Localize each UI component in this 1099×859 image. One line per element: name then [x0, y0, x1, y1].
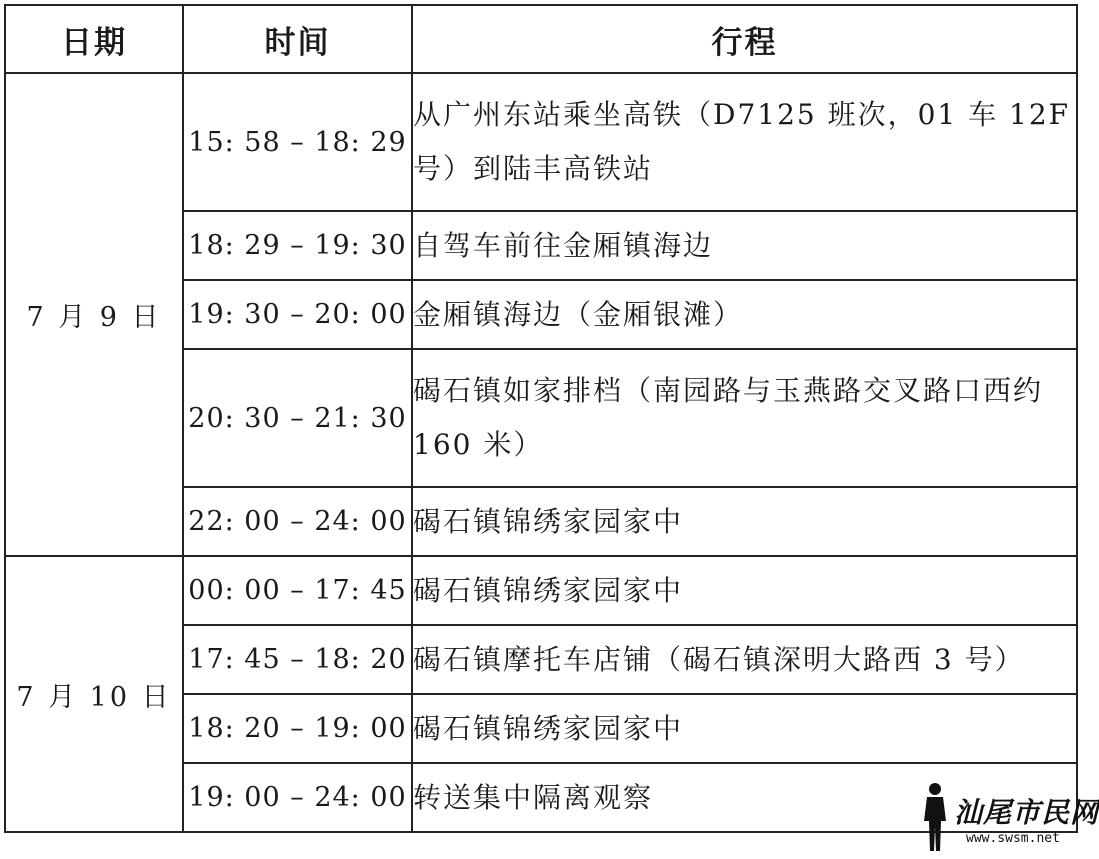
time-cell: 19: 00 – 24: 00 — [183, 763, 412, 832]
header-date: 日期 — [5, 5, 183, 73]
route-cell: 碣石镇锦绣家园家中 — [412, 694, 1077, 763]
watermark-text: 汕尾市民网 — [954, 796, 1099, 829]
route-cell: 碣石镇如家排档（南园路与玉燕路交叉路口西约 160 米） — [412, 349, 1077, 487]
route-cell: 碣石镇摩托车店铺（碣石镇深明大路西 3 号） — [412, 625, 1077, 694]
time-cell: 22: 00 – 24: 00 — [183, 487, 412, 556]
time-cell: 18: 29 – 19: 30 — [183, 211, 412, 280]
date-cell: 7 月 10 日 — [5, 556, 183, 832]
route-cell: 碣石镇锦绣家园家中 — [412, 487, 1077, 556]
time-cell: 19: 30 – 20: 00 — [183, 280, 412, 349]
time-cell: 17: 45 – 18: 20 — [183, 625, 412, 694]
table-row — [5, 73, 1077, 211]
route-cell: 碣石镇锦绣家园家中 — [412, 556, 1077, 625]
watermark — [914, 779, 1099, 855]
time-cell: 20: 30 – 21: 30 — [183, 349, 412, 487]
header-row — [5, 5, 1077, 73]
route-cell: 从广州东站乘坐高铁（D7125 班次，01 车 12F 号）到陆丰高铁站 — [412, 73, 1077, 211]
itinerary-table — [4, 4, 1078, 833]
header-route: 行程 — [412, 5, 1077, 73]
watermark-url: www.swsm.net — [966, 831, 1060, 846]
header-time: 时间 — [183, 5, 412, 73]
time-cell: 18: 20 – 19: 00 — [183, 694, 412, 763]
route-cell: 转送集中隔离观察 — [412, 763, 1077, 832]
standing-man-silhouette-icon — [918, 781, 952, 853]
route-cell: 金厢镇海边（金厢银滩） — [412, 280, 1077, 349]
date-cell: 7 月 9 日 — [5, 73, 183, 556]
time-cell: 15: 58 – 18: 29 — [183, 73, 412, 211]
table-row — [5, 556, 1077, 625]
route-cell: 自驾车前往金厢镇海边 — [412, 211, 1077, 280]
time-cell: 00: 00 – 17: 45 — [183, 556, 412, 625]
